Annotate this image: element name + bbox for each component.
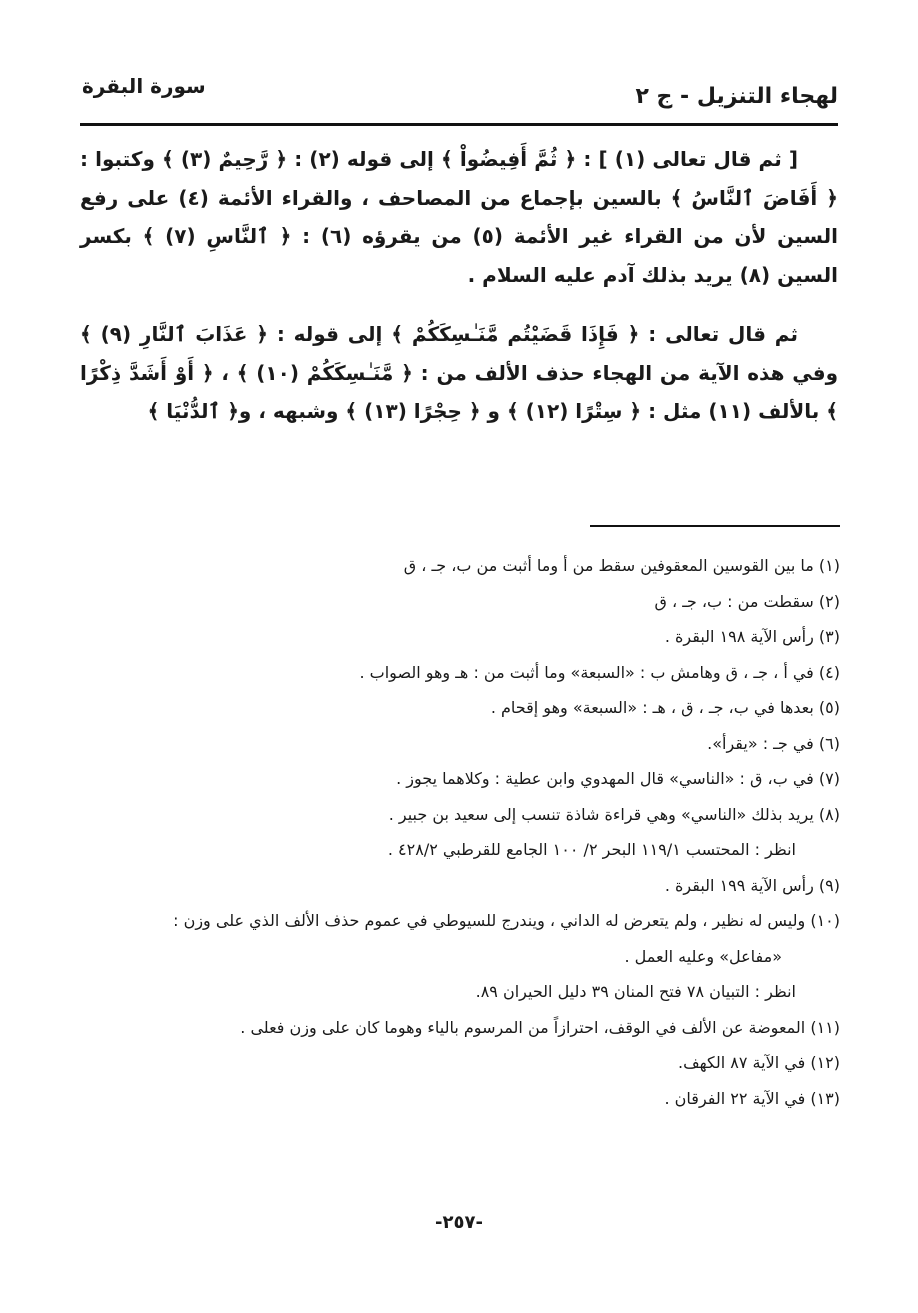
main-body	[80, 140, 838, 431]
footnote-line: (٩) رأس الآية ١٩٩ البقرة .	[664, 875, 840, 895]
footnote-line: (١) ما بين القوسين المعقوفين سقط من أ وما أثبت من ب، جـ ، ق	[403, 556, 840, 575]
footnote-line: (١١) المعوضة عن الألف في الوقف، احترازاً من المرسوم بالياء وهوما كان على وزن فعلى .	[240, 1017, 840, 1037]
footnote-line: (١٢) في الآية ٨٧ الكهف.	[678, 1053, 840, 1072]
body-paragraph: [ ثم قال تعالى (١) ] : ﴿ ثُمَّ أَفِيضُواْ ﴾ إلى قوله (٢) : ﴿ رَّحِيمٌ (٣) ﴾ وكتبوا : ﴿ أَفَاضَ ٱلنَّاسُ ﴾ بالسين بإجماع من المصاحف ، والقراء الأئمة (٤) على رفع السين لأن من القراء غير الأئمة (٥) من يقرؤه (٦) : ﴿ ٱلنَّاسِ (٧) ﴾ بكسر السين (٨) يريد بذلك آدم عليه السلام .	[80, 147, 839, 287]
footnote-line: (٣) رأس الآية ١٩٨ البقرة .	[664, 627, 840, 646]
footnote-line: انظر : التبيان ٧٨ فتح المنان ٣٩ دليل الحيران ٨٩.	[475, 982, 796, 1001]
footnote-line: (١٠) وليس له نظير ، ولم يتعرض له الداني ، ويندرج للسيوطي في عموم حذف الألف الذي على وزن :	[173, 911, 840, 930]
footnote-line: (٦) في جـ : «يقرأ».	[707, 733, 840, 753]
body-paragraph: ثم قال تعالى : ﴿ فَإِذَا قَضَيْتُم مَّنَـٰسِكَكُمْ ﴾ إلى قوله : ﴿ عَذَابَ ٱلنَّارِ (٩) ﴾ وفي هذه الآية من الهجاء حذف الألف من : ﴿ مَّنَـٰسِكَكُمْ (١٠) ﴾ ، ﴿ أَوْ أَشَدَّ ذِكْرًا ﴾ بالألف (١١) مثل : ﴿ سِتْرًا (١٢) ﴾ و ﴿ حِجْرًا (١٣) ﴾ وشبهه ، و﴿ ٱلدُّنْيَا ﴾	[80, 322, 838, 423]
footnote-divider	[590, 525, 840, 527]
footnote-line: (٥) بعدها في ب، جـ ، ق ، هـ : «السبعة» وهو إقحام .	[490, 698, 840, 717]
footnote-line: (٢) سقطت من : ب، جـ ، ق	[654, 591, 840, 611]
footnote-line: (٨) يريد بذلك «الناسي» وهي قراءة شاذة تنسب إلى سعيد بن جبير .	[388, 804, 840, 824]
footnote-line: (٤) في أ ، جـ ، ق وهامش ب : «السبعة» وما أثبت من : هـ وهو الصواب .	[359, 662, 840, 682]
header-divider	[80, 123, 838, 126]
page-number: -٢٥٧-	[435, 1212, 483, 1233]
footnote-line: انظر : المحتسب ١١٩/١ البحر ٢/ ١٠٠ الجامع للقرطبي ٤٢٨/٢ .	[387, 840, 796, 859]
footnotes-section	[78, 548, 840, 1116]
book-title-header: لهجاء التنزيل - ج ٢	[635, 84, 838, 109]
footnote-line: (٧) في ب، ق : «الناسي» قال المهدوي وابن عطية : وكلاهما يجوز .	[396, 769, 840, 788]
surah-name-header: سورة البقرة	[82, 74, 206, 98]
footnote-line: (١٣) في الآية ٢٢ الفرقان .	[664, 1088, 840, 1108]
footnote-line: «مفاعل» وعليه العمل .	[624, 946, 782, 966]
